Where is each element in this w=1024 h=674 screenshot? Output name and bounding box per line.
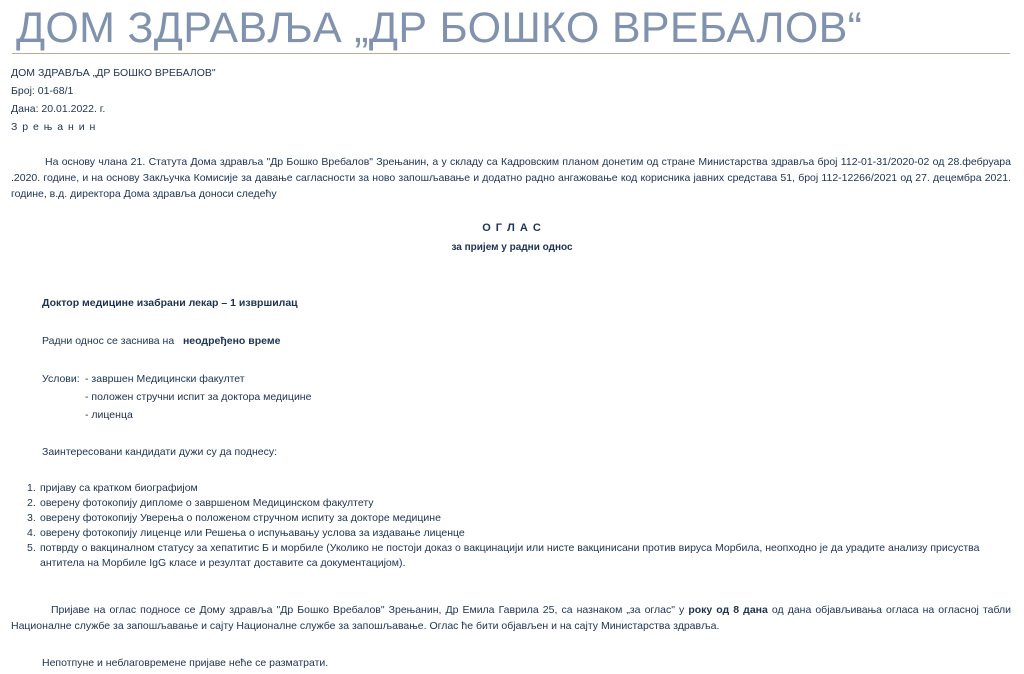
list-item: 1. пријаву са кратком биографијом xyxy=(27,482,198,494)
submit-intro: Заинтересовани кандидати дужи су да поднесу: xyxy=(42,446,278,458)
employment-line xyxy=(42,334,280,348)
position-title: Доктор медицине изабрани лекар – 1 извршилац xyxy=(42,297,298,309)
conditions-label: Услови: xyxy=(42,373,80,385)
deadline-highlight: року од 8 дана xyxy=(688,604,768,616)
page-title: ДОМ ЗДРАВЉА „ДР БОШКО ВРЕБАЛОВ“ xyxy=(16,4,863,52)
notice-subheading: за пријем у радни однос xyxy=(451,242,573,253)
document-city: З р е њ а н и н xyxy=(11,121,97,133)
list-item: 5. потврду о вакциналном статусу за хепатитис Б и морбиле (Уколико не постоји доказ о вакцинацији или нисте вакцинисани против вируса Морбила, неопходно је да урадите анализу присуства антитела на Морбиле IgG класе и резултат доставите са документацијом). xyxy=(27,542,980,569)
closing-note: Непотпуне и неблаговремене пријаве неће се разматрати. xyxy=(42,657,329,669)
list-item: 4. оверену фотокопију лиценце или Решења о испуњавању услова за издавање лиценце xyxy=(27,527,465,539)
intro-paragraph: На основу члана 21. Статута Дома здравља "Др Бошко Вребалов" Зрењанин, а у складу са Кадровским планом донетим од стране Министарства здравља број 112-01-31/2020-02 од 28.фебруара .2020. године, и на основу Закључка Комисије за давање сагласности за ново запошљавање и додатно радно ангажовање код корисника јавних средстава 51, број 112-12266/2021 од 27. децембра 2021. године, в.д. директора Дома здравља доноси следећу xyxy=(11,156,1011,200)
application-paragraph: Пријаве на оглас подносе се Дому здравља "Др Бошко Вребалов" Зрењанин, Др Емила Гаврила 25, са назнаком „за оглас" у року од 8 дана од дана објављивања огласа на огласној табли Националне службе за запошљавање и сајту Националне службе за запошљавање. Оглас ће бити објављен и на сајту Министарства здравља. xyxy=(11,604,1012,632)
employment-label: Радни однос се заснива на xyxy=(42,335,175,347)
institution-name: ДОМ ЗДРАВЉА „ДР БОШКО ВРЕБАЛОВ" xyxy=(11,67,216,79)
list-item: 3. оверену фотокопију Уверења о положеном стручном испиту за докторе медицине xyxy=(27,512,441,524)
title-divider xyxy=(12,53,1010,54)
notice-heading: О Г Л А С xyxy=(482,222,542,234)
condition-item: - лиценца xyxy=(85,409,133,421)
documents-list xyxy=(27,481,1012,571)
condition-item: - положен стручни испит за доктора медицине xyxy=(85,391,312,403)
condition-item: - завршен Медицински факултет xyxy=(85,373,245,385)
list-item: 2. оверену фотокопију дипломе о завршеном Медицинском факултету xyxy=(27,497,374,509)
employment-type: неодређено време xyxy=(182,335,281,347)
document-number: Број: 01-68/1 xyxy=(11,85,74,97)
document-date: Дана: 20.01.2022. г. xyxy=(11,103,106,115)
